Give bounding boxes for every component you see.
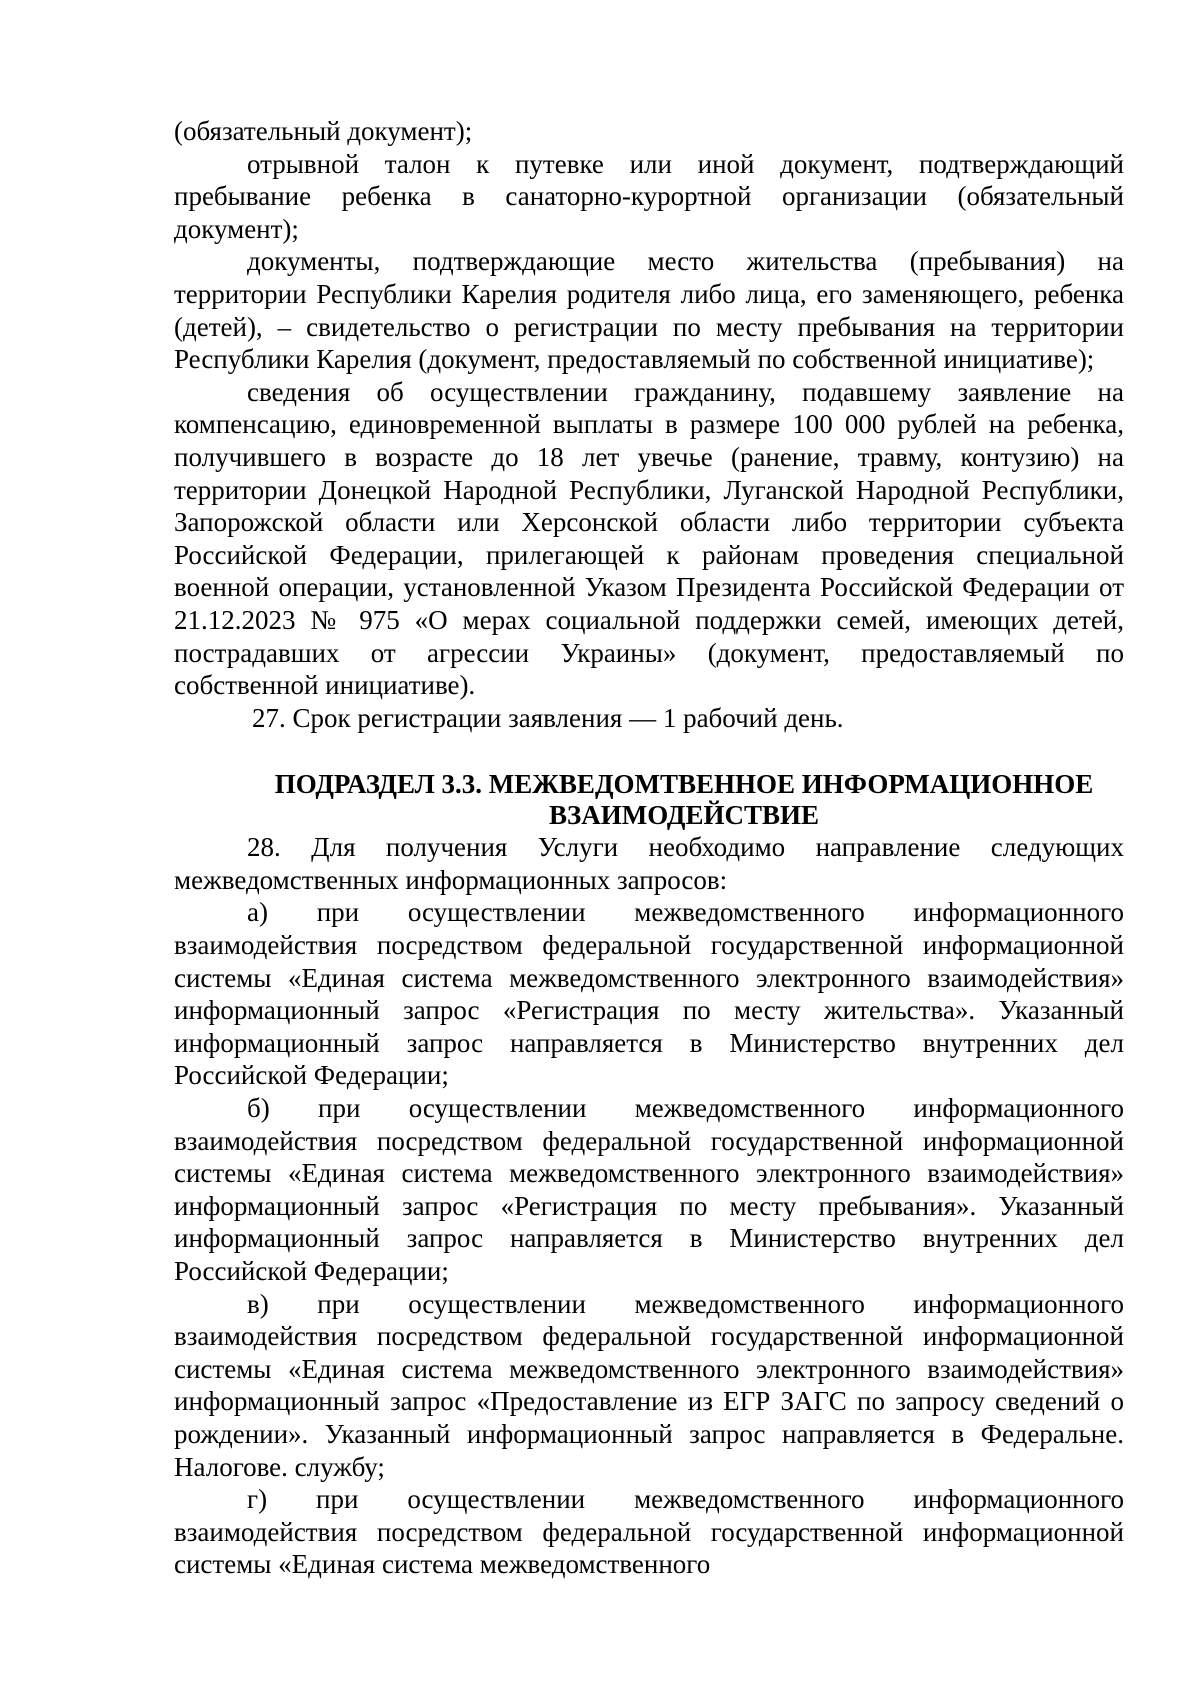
paragraph-document-item: отрывной талон к путевке или иной документ, подтверждающий пребывание ребенка в санаторно-курортной организации (обязательный документ);: [174, 148, 1124, 244]
subsection-heading-line-1: ПОДРАЗДЕЛ 3.3. МЕЖВЕДОМТВЕННОЕ ИНФОРМАЦИОННОЕ: [274, 769, 1094, 800]
paragraph-document-item: документы, подтверждающие место жительства (пребывания) на территории Республики Карелия родителя либо лица, его заменяющего, ребенка (детей), – свидетельство о регистрации по месту пребывания на территории Республики Карелия (документ, предоставляемый по собственной инициативе);: [174, 246, 1124, 375]
paragraph-subitem-a: а) при осуществлении межведомственного информационного взаимодействия посредством федеральной государственной информационной системы «Единая система межведомственного электронного взаимодействия» информационный запрос «Регистрация по месту жительства». Указанный информационный запрос направляется в Министерство внутренних дел Российской Федерации;: [174, 897, 1124, 1091]
subsection-heading: [174, 769, 1124, 831]
document-body: [174, 115, 1124, 1581]
paragraph-subitem-b: б) при осуществлении межведомственного информационного взаимодействия посредством федеральной государственной информационной системы «Единая система межведомственного электронного взаимодействия» информационный запрос «Регистрация по месту пребывания». Указанный информационный запрос направляется в Министерство внутренних дел Российской Федерации;: [174, 1093, 1124, 1286]
paragraph-item-28: 28. Для получения Услуги необходимо направление следующих межведомственных информационных запросов:: [174, 832, 1124, 895]
subsection-heading-line-2: ВЗАИМОДЕЙСТВИЕ: [548, 800, 819, 831]
paragraph-item-27: 27. Срок регистрации заявления — 1 рабочий день.: [252, 702, 844, 733]
paragraph-continuation: (обязательный документ);: [174, 116, 473, 146]
paragraph-document-item: сведения об осуществлении гражданину, подавшему заявление на компенсацию, единовременной выплаты в размере 100 000 рублей на ребенка, получившего в возрасте до 18 лет увечье (ранение, травму, контузию) на территории Донецкой Народной Республики, Луганской Народной Республики, Запорожской области или Херсонской области либо территории субъекта Российской Федерации, прилегающей к районам проведения специальной военной операции, установленной Указом Президента Российской Федерации от 21.12.2023 № 975 «О мерах социальной поддержки семей, имеющих детей, пострадавших от агрессии Украины» (документ, предоставляемый по собственной инициативе).: [174, 376, 1124, 701]
paragraph-subitem-g: г) при осуществлении межведомственного информационного взаимодействия посредством федеральной государственной информационной системы «Единая система межведомственного: [174, 1484, 1124, 1580]
paragraph-subitem-v: в) при осуществлении межведомственного информационного взаимодействия посредством федеральной государственной информационной системы «Единая система межведомственного электронного взаимодействия» информационный запрос «Предоставление из ЕГР ЗАГС по запросу сведений о рождении». Указанный информационный запрос направляется в Федеральне. Налогове. службу;: [174, 1288, 1124, 1482]
